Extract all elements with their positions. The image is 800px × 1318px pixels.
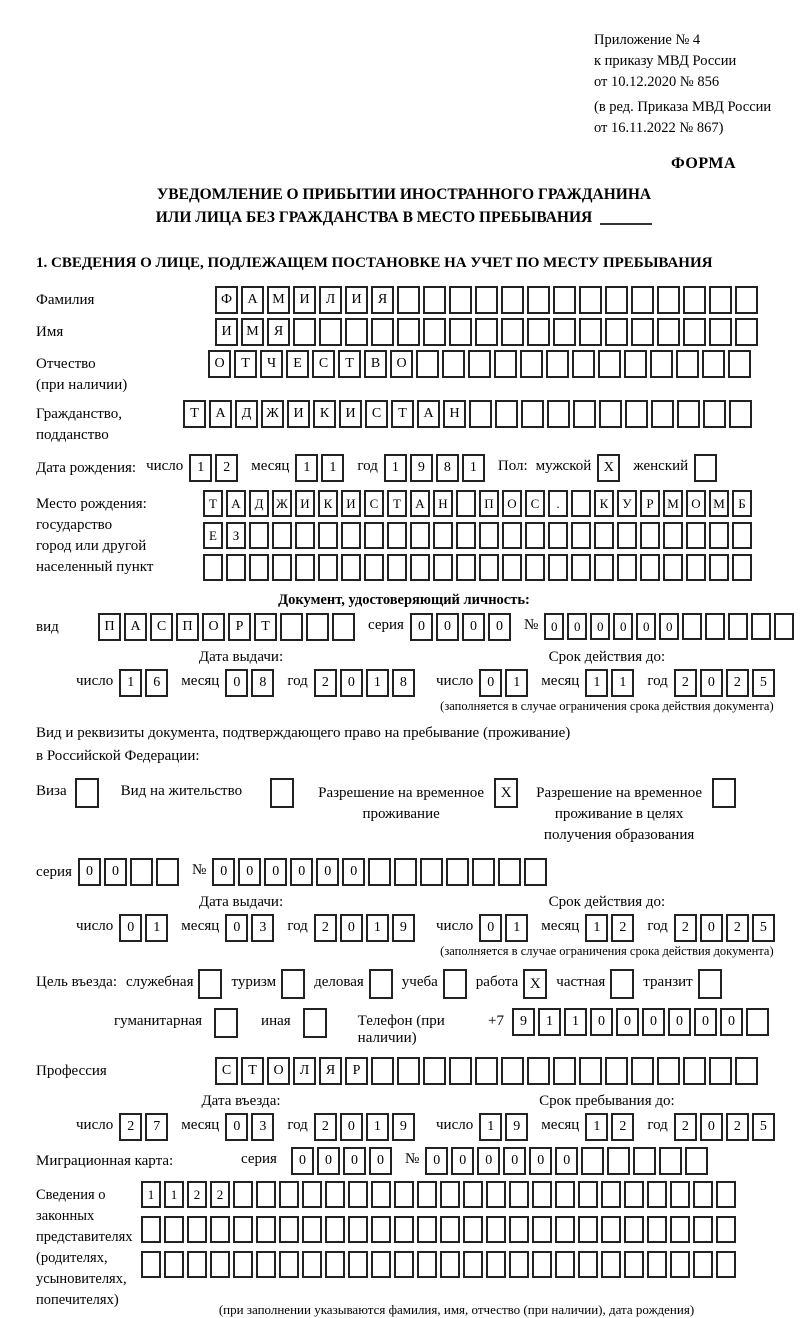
day-label: число bbox=[76, 1117, 114, 1133]
visa-checkbox[interactable] bbox=[75, 778, 99, 808]
sex-male-checkbox[interactable]: X bbox=[597, 454, 623, 482]
birthplace-row1-cells[interactable]: Т А Д Ж И К И С Т А Н П О С . К У Р М О М Б bbox=[203, 490, 755, 517]
representatives-label-line: усыновителях, bbox=[36, 1271, 127, 1287]
goal-tourism bbox=[231, 969, 305, 999]
name-cells[interactable]: И М Я bbox=[215, 318, 761, 346]
birthdate-sex-row bbox=[36, 454, 772, 482]
valid-until-heading: Срок действия до: bbox=[548, 894, 666, 910]
residence-intro-line2: в Российской Федерации: bbox=[36, 748, 200, 764]
identity-expiry-day-cells[interactable]: 0 1 bbox=[479, 669, 531, 697]
representatives-row1-cells[interactable]: 1 1 2 2 bbox=[141, 1181, 739, 1208]
phone-prefix: +7 bbox=[488, 1013, 504, 1029]
citizenship-label-line2: подданство bbox=[36, 427, 109, 443]
migration-card-label: Миграционная карта: bbox=[36, 1153, 174, 1169]
identity-issue-day-cells[interactable]: 1 6 bbox=[119, 669, 171, 697]
year-label: год bbox=[357, 458, 378, 474]
stay-until-heading: Срок пребывания до: bbox=[539, 1093, 675, 1109]
representatives-note: (при заполнении указываются фамилия, имя, отчество (при наличии), дата рождения) bbox=[218, 1302, 695, 1317]
goal-private-checkbox[interactable] bbox=[610, 969, 634, 999]
residence-issue-day-cells[interactable]: 0 1 bbox=[119, 914, 171, 942]
entry-month-cells[interactable]: 0 3 bbox=[225, 1113, 277, 1141]
name-row bbox=[36, 318, 772, 346]
goal-label-text: туризм bbox=[231, 974, 277, 990]
birthplace-label-line1: Место рождения: bbox=[36, 496, 147, 512]
month-label: месяц bbox=[541, 1117, 580, 1133]
birthplace-label-line4: населенный пункт bbox=[36, 559, 154, 575]
birthplace-label bbox=[36, 490, 203, 578]
phone-cells[interactable]: 9 1 1 0 0 0 0 0 0 bbox=[512, 1008, 772, 1036]
goal-business-checkbox[interactable] bbox=[369, 969, 393, 999]
identity-doc-heading: Документ, удостоверяющий личность: bbox=[278, 592, 530, 608]
revision-line: (в ред. Приказа МВД России bbox=[594, 99, 772, 115]
goal-business bbox=[314, 969, 393, 999]
citizenship-cells[interactable]: Т А Д Ж И К И С Т А Н bbox=[183, 400, 755, 428]
birth-month-cells[interactable]: 1 1 bbox=[295, 454, 347, 482]
residence-doc-intro bbox=[36, 722, 772, 768]
goal-other bbox=[261, 1008, 327, 1038]
day-label: число bbox=[436, 1117, 474, 1133]
birth-year-cells[interactable]: 1 9 8 1 bbox=[384, 454, 488, 482]
goal-official-checkbox[interactable] bbox=[198, 969, 222, 999]
patronymic-label-line2: (при наличии) bbox=[36, 377, 128, 393]
profession-label: Профессия bbox=[36, 1063, 107, 1079]
sex-female-label: женский bbox=[633, 458, 689, 474]
revision-line: от 16.11.2022 № 867) bbox=[594, 120, 724, 136]
appendix-line: от 10.12.2020 № 856 bbox=[594, 74, 720, 90]
stay-day-cells[interactable]: 1 9 bbox=[479, 1113, 531, 1141]
appendix-line: к приказу МВД России bbox=[594, 53, 737, 69]
year-label: год bbox=[647, 918, 668, 934]
residence-issue-month-cells[interactable]: 0 3 bbox=[225, 914, 277, 942]
identity-issue-year-cells[interactable]: 2 0 1 8 bbox=[314, 669, 418, 697]
profession-row bbox=[36, 1057, 772, 1085]
representatives-row2-cells[interactable] bbox=[141, 1216, 739, 1243]
doc-number-cells[interactable]: 0 0 0 0 0 0 bbox=[544, 613, 797, 640]
birthplace-row bbox=[36, 490, 772, 586]
residence-expiry-line bbox=[436, 914, 778, 942]
day-label: число bbox=[146, 458, 184, 474]
doc-kind-label: вид bbox=[36, 619, 59, 635]
goal-work-checkbox[interactable]: X bbox=[523, 969, 547, 999]
year-label: год bbox=[647, 673, 668, 689]
entry-stay-dates bbox=[36, 1093, 772, 1141]
patronymic-label-line1: Отчество bbox=[36, 356, 96, 372]
entry-day-cells[interactable]: 2 7 bbox=[119, 1113, 171, 1141]
identity-issue-block bbox=[76, 649, 406, 714]
residence-permit-checkbox[interactable] bbox=[270, 778, 294, 808]
representatives-label-line: (родителях, bbox=[36, 1250, 108, 1266]
citizenship-row bbox=[36, 400, 772, 446]
identity-expiry-line bbox=[436, 669, 778, 697]
representatives-grid bbox=[141, 1181, 772, 1318]
identity-issue-month-cells[interactable]: 0 8 bbox=[225, 669, 277, 697]
goal-study-checkbox[interactable] bbox=[443, 969, 467, 999]
goal-label-text: деловая bbox=[314, 974, 364, 990]
stay-until-block bbox=[436, 1093, 778, 1141]
migration-series-label: серия bbox=[241, 1151, 277, 1167]
residence-expiry-month-cells[interactable]: 1 2 bbox=[585, 914, 637, 942]
sex-male-label: мужской bbox=[535, 458, 592, 474]
month-label: месяц bbox=[541, 673, 580, 689]
patronymic-cells[interactable]: О Т Ч Е С Т В О bbox=[208, 350, 754, 378]
surname-label: Фамилия bbox=[36, 292, 95, 308]
appendix-line: Приложение № 4 bbox=[594, 32, 701, 48]
residence-issue-year-cells[interactable]: 2 0 1 9 bbox=[314, 914, 418, 942]
residence-number-label: № bbox=[191, 862, 207, 878]
migration-number-label: № bbox=[404, 1151, 420, 1167]
month-label: месяц bbox=[181, 918, 220, 934]
education-residence-checkbox[interactable] bbox=[712, 778, 736, 808]
temporary-residence-label: Разрешение на временное проживание bbox=[318, 785, 485, 822]
goal-work bbox=[476, 969, 548, 999]
patronymic-row bbox=[36, 350, 772, 396]
form-title-line1: УВЕДОМЛЕНИЕ О ПРИБЫТИИ ИНОСТРАННОГО ГРАЖДАНИНА bbox=[156, 186, 652, 203]
entry-year-cells[interactable]: 2 0 1 9 bbox=[314, 1113, 418, 1141]
residence-doc-dates bbox=[36, 894, 772, 959]
temporary-residence-option bbox=[316, 778, 518, 825]
goal-label-text: работа bbox=[475, 974, 519, 990]
goal-private bbox=[556, 969, 634, 999]
visit-goal-row2 bbox=[114, 1008, 772, 1047]
stay-until-line bbox=[436, 1113, 778, 1141]
validity-note: (заполняется в случае ограничения срока действия документа) bbox=[440, 944, 774, 958]
month-label: месяц bbox=[251, 458, 290, 474]
migration-number-cells[interactable]: 0 0 0 0 0 0 bbox=[425, 1147, 711, 1175]
representatives-row bbox=[36, 1181, 772, 1318]
birth-day-cells[interactable]: 1 2 bbox=[189, 454, 241, 482]
entry-date-line bbox=[76, 1113, 406, 1141]
issue-date-heading: Дата выдачи: bbox=[198, 894, 284, 910]
issue-date-heading: Дата выдачи: bbox=[198, 649, 284, 665]
goal-label-text: частная bbox=[556, 974, 606, 990]
doc-number-label: № bbox=[523, 617, 539, 633]
month-label: месяц bbox=[181, 673, 220, 689]
month-label: месяц bbox=[541, 918, 580, 934]
citizenship-label-line1: Гражданство, bbox=[36, 406, 123, 422]
stay-month-cells[interactable]: 1 2 bbox=[585, 1113, 637, 1141]
visa-label: Виза bbox=[36, 783, 67, 799]
representatives-row3-cells[interactable] bbox=[141, 1251, 739, 1278]
birthdate-label: Дата рождения: bbox=[36, 460, 137, 476]
doc-series-label: серия bbox=[368, 617, 404, 633]
birthplace-grid bbox=[203, 490, 772, 586]
citizenship-label bbox=[36, 400, 183, 446]
sex-female-checkbox[interactable] bbox=[694, 454, 720, 482]
day-label: число bbox=[76, 918, 114, 934]
goal-business-official bbox=[126, 969, 223, 999]
goal-label-text: иная bbox=[261, 1013, 291, 1029]
section1-heading: 1. СВЕДЕНИЯ О ЛИЦЕ, ПОДЛЕЖАЩЕМ ПОСТАНОВКЕ НА УЧЕТ ПО МЕСТУ ПРЕБЫВАНИЯ bbox=[36, 255, 713, 271]
day-label: число bbox=[436, 673, 474, 689]
entry-date-heading: Дата въезда: bbox=[201, 1093, 281, 1109]
phone-label: Телефон (при наличии) bbox=[357, 1013, 445, 1046]
identity-expiry-block bbox=[436, 649, 778, 714]
identity-doc-dates bbox=[36, 649, 772, 714]
identity-expiry-month-cells[interactable]: 1 1 bbox=[585, 669, 637, 697]
representatives-label-line: попечителях) bbox=[36, 1292, 119, 1308]
day-label: число bbox=[76, 673, 114, 689]
patronymic-label bbox=[36, 350, 208, 396]
education-residence-option bbox=[534, 778, 736, 846]
title-blank-underline[interactable] bbox=[600, 223, 652, 225]
birthplace-label-line2: государство bbox=[36, 517, 113, 533]
residence-intro-line1: Вид и реквизиты документа, подтверждающего право на пребывание (проживание) bbox=[36, 725, 571, 741]
representatives-label-line: Сведения о bbox=[36, 1187, 106, 1203]
year-label: год bbox=[647, 1117, 668, 1133]
validity-note: (заполняется в случае ограничения срока действия документа) bbox=[440, 699, 774, 713]
temporary-residence-checkbox[interactable]: X bbox=[494, 778, 518, 808]
visa-option bbox=[36, 778, 99, 808]
residence-issue-block bbox=[76, 894, 406, 959]
sex-label: Пол: bbox=[497, 458, 528, 474]
goal-humanitarian-checkbox[interactable] bbox=[214, 1008, 238, 1038]
goal-label: Цель въезда: bbox=[36, 974, 117, 990]
year-label: год bbox=[287, 1117, 308, 1133]
representatives-label bbox=[36, 1181, 141, 1311]
residence-expiry-block bbox=[436, 894, 778, 959]
education-residence-label: Разрешение на временное проживание в целях получения образования bbox=[536, 785, 703, 843]
year-label: год bbox=[287, 918, 308, 934]
surname-cells[interactable]: Ф А М И Л И Я bbox=[215, 286, 761, 314]
stay-year-cells[interactable]: 2 0 2 5 bbox=[674, 1113, 778, 1141]
birthplace-row3-cells[interactable] bbox=[203, 554, 755, 581]
name-label: Имя bbox=[36, 324, 64, 340]
representatives-label-line: представителях bbox=[36, 1229, 133, 1245]
goal-humanitarian bbox=[114, 1008, 238, 1038]
entry-date-block bbox=[76, 1093, 406, 1141]
identity-doc-kind-row bbox=[36, 613, 772, 641]
form-title-line2-text: ИЛИ ЛИЦА БЕЗ ГРАЖДАНСТВА В МЕСТО ПРЕБЫВАНИЯ bbox=[155, 209, 593, 226]
day-label: число bbox=[436, 918, 474, 934]
residence-series-cells[interactable]: 0 0 bbox=[78, 858, 182, 886]
migration-series-cells[interactable]: 0 0 0 0 bbox=[291, 1147, 395, 1175]
goal-label-text: транзит bbox=[643, 974, 693, 990]
identity-issue-line bbox=[76, 669, 406, 697]
residence-expiry-day-cells[interactable]: 0 1 bbox=[479, 914, 531, 942]
identity-expiry-year-cells[interactable]: 2 0 2 5 bbox=[674, 669, 778, 697]
birthplace-label-line3: город или другой bbox=[36, 538, 147, 554]
residence-series-label: серия bbox=[36, 864, 72, 880]
goal-label-text: гуманитарная bbox=[114, 1013, 203, 1029]
year-label: год bbox=[287, 673, 308, 689]
goal-other-checkbox[interactable] bbox=[303, 1008, 327, 1038]
residence-permit-label: Вид на жительство bbox=[120, 783, 243, 799]
goal-label-text: учеба bbox=[401, 974, 438, 990]
residence-expiry-year-cells[interactable]: 2 0 2 5 bbox=[674, 914, 778, 942]
goal-transit bbox=[643, 969, 721, 999]
goal-transit-checkbox[interactable] bbox=[698, 969, 722, 999]
representatives-label-line: законных bbox=[36, 1208, 95, 1224]
appendix-reference bbox=[594, 30, 772, 139]
form-title bbox=[36, 183, 772, 229]
valid-until-heading: Срок действия до: bbox=[548, 649, 666, 665]
goal-tourism-checkbox[interactable] bbox=[281, 969, 305, 999]
migration-card-row bbox=[36, 1147, 772, 1175]
residence-issue-line bbox=[76, 914, 406, 942]
visit-goal-row bbox=[36, 969, 772, 999]
residence-permit-options bbox=[36, 778, 772, 846]
doc-series-cells[interactable]: 0 0 0 0 bbox=[410, 613, 514, 641]
residence-number-cells[interactable]: 0 0 0 0 0 0 bbox=[212, 858, 550, 886]
profession-cells[interactable]: С Т О Л Я Р bbox=[215, 1057, 761, 1085]
surname-row bbox=[36, 286, 772, 314]
goal-study bbox=[402, 969, 467, 999]
form-title-line2 bbox=[36, 206, 772, 229]
form-label: ФОРМА bbox=[670, 155, 736, 172]
residence-permit-option bbox=[121, 778, 294, 808]
month-label: месяц bbox=[181, 1117, 220, 1133]
goal-label-text: служебная bbox=[125, 974, 194, 990]
doc-kind-cells[interactable]: П А С П О Р Т bbox=[98, 613, 358, 641]
birthplace-row2-cells[interactable]: Е З bbox=[203, 522, 755, 549]
residence-series-row bbox=[36, 858, 772, 886]
